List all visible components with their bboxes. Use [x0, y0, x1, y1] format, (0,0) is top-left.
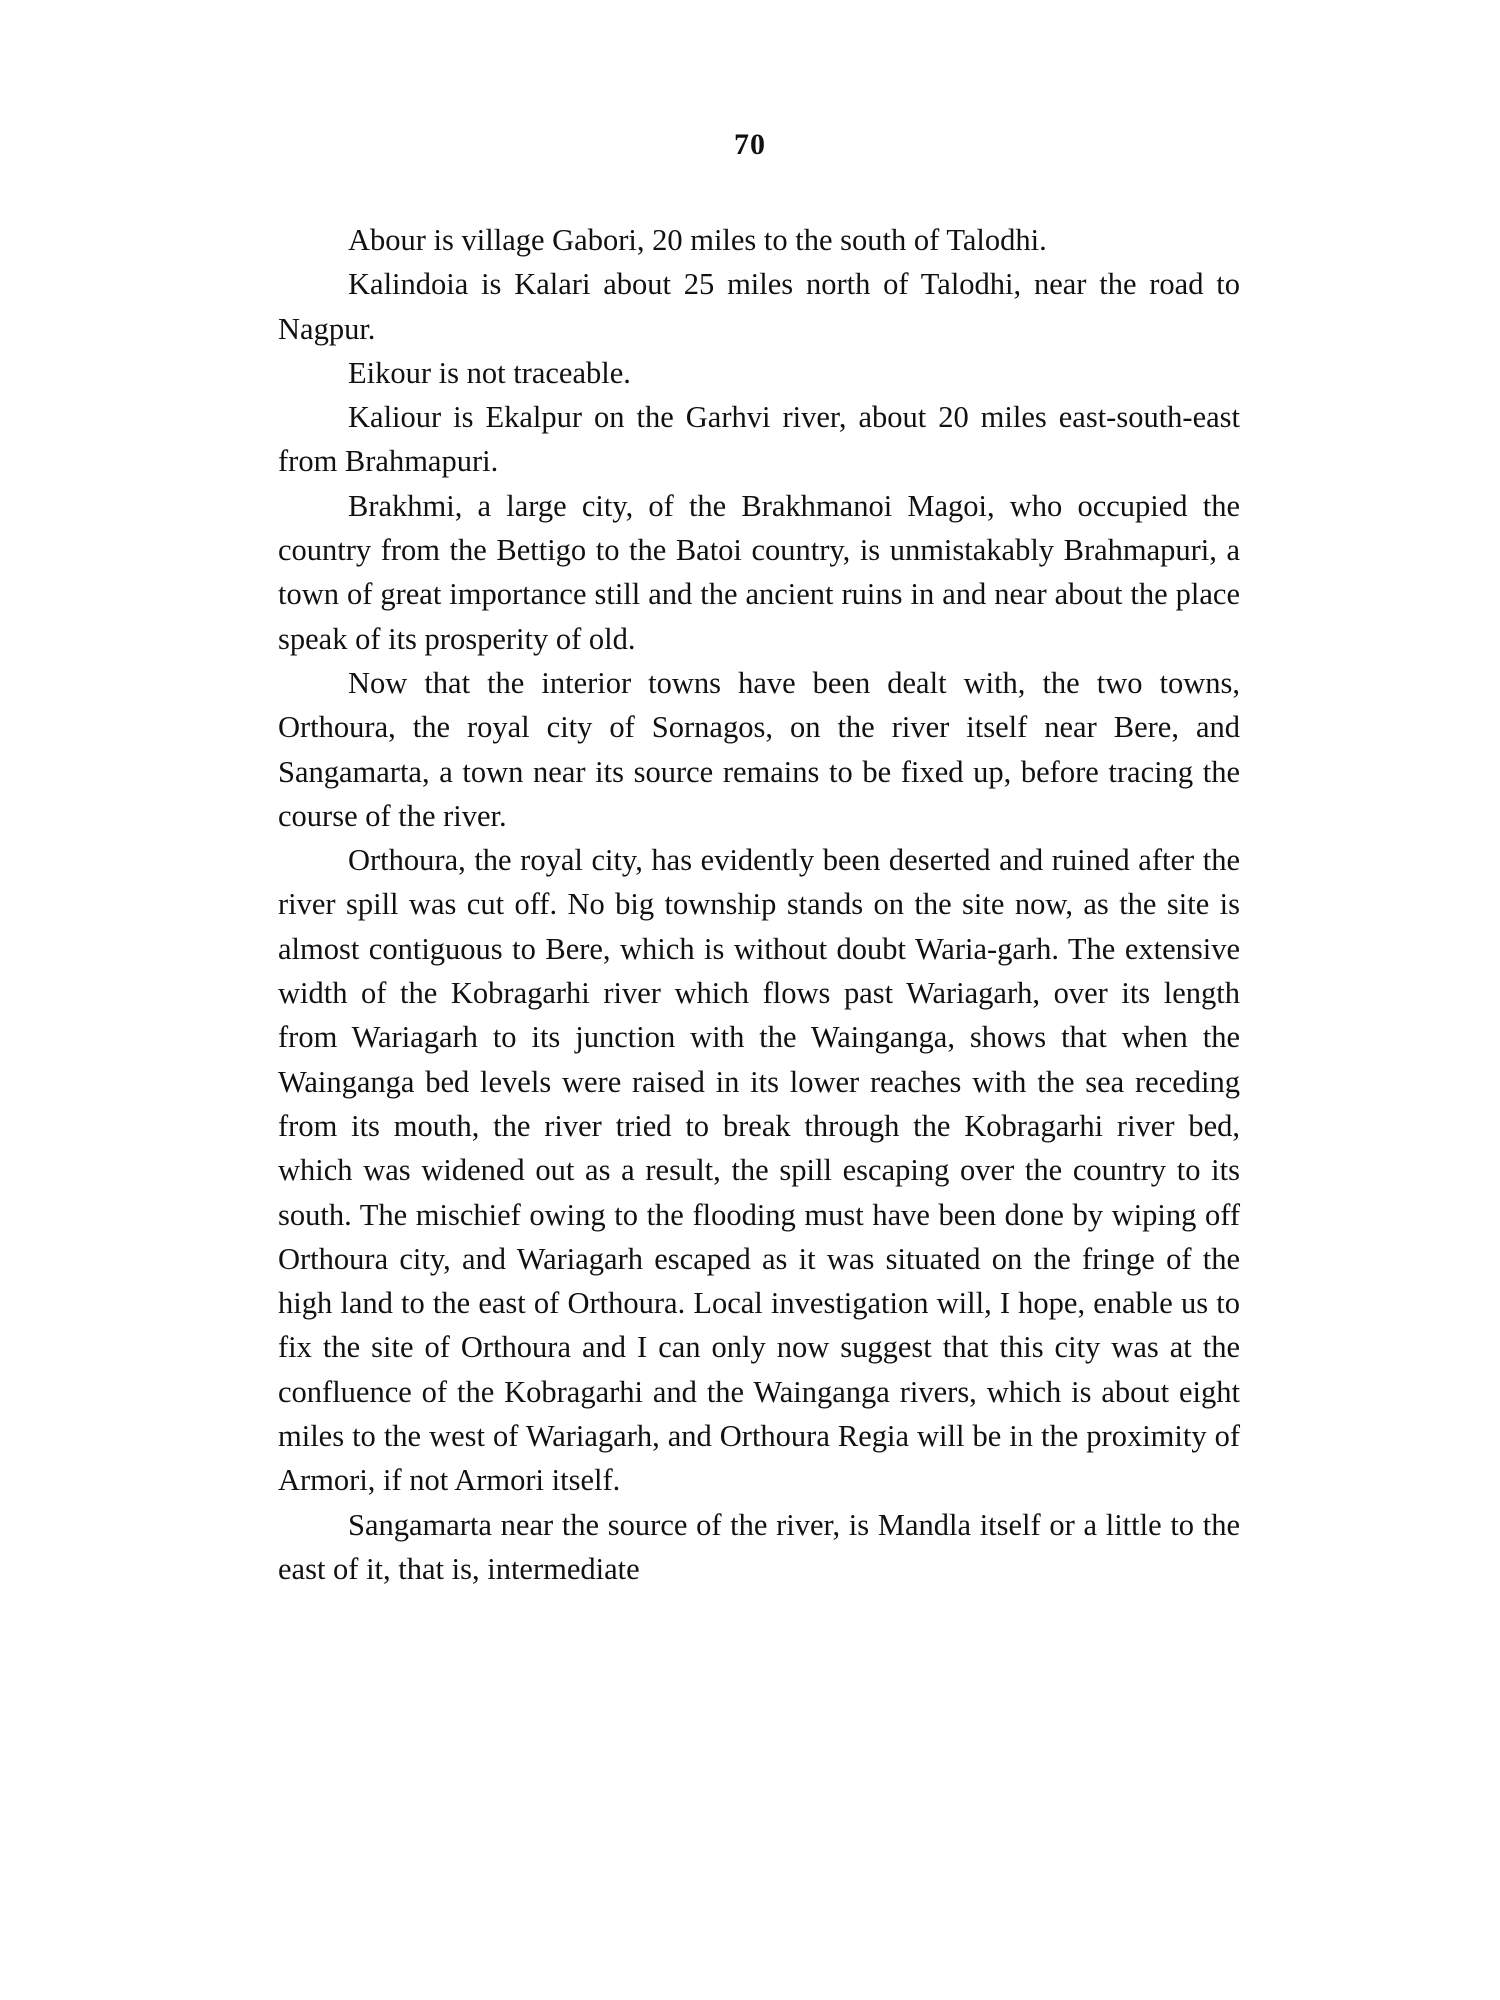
paragraph-eikour: Eikour is not traceable. [348, 355, 631, 390]
paragraph-abour: Abour is village Gabori, 20 miles to the south of Talodhi. [348, 223, 1047, 257]
paragraph-kaliour: Kaliour is Ekalpur on the Garhvi river, about 20 miles east-south-east from Brahmapuri. [278, 400, 1240, 479]
paragraph-interior-towns: Now that the interior towns have been dealt with, the two towns, Orthoura, the royal city of Sornagos, on the river itself near Bere, and Sangamarta, a town near its source remains to be fixed up, before tracing the course of the river. [278, 665, 1240, 833]
paragraph-sangamarta: Sangamarta near the source of the river, is Mandla itself or a little to the east of it, that is, intermediate [278, 1507, 1240, 1586]
body-text [278, 218, 1240, 1591]
page-number: 70 [734, 128, 766, 161]
paragraph-kalindoia: Kalindoia is Kalari about 25 miles north of Talodhi, near the road to Nagpur. [278, 267, 1240, 346]
paragraph-brakhmi: Brakhmi, a large city, of the Brakhmanoi Magoi, who occupied the country from the Bettigo to the Batoi country, is unmistakably Brahmapuri, a town of great importance still and the ancient ruins in and near about the place speak of its prosperity of old. [278, 488, 1240, 656]
paragraph-orthoura: Orthoura, the royal city, has evidently been deserted and ruined after the river spill was cut off. No big township stands on the site now, as the site is almost contiguous to Bere, which is without doubt Waria-garh. The extensive width of the Kobragarhi river which flows past Wariagarh, over its length from Wariagarh to its junction with the Wainganga, shows that when the Wainganga bed levels were raised in its lower reaches with the sea receding from its mouth, the river tried to break through the Kobragarhi river bed, which was widened out as a result, the spill escaping over the country to its south. The mischief owing to the flooding must have been done by wiping off Orthoura city, and Wariagarh escaped as it was situated on the fringe of the high land to the east of Orthoura. Local investigation will, I hope, enable us to fix the site of Orthoura and I can only now suggest that this city was at the confluence of the Kobragarhi and the Wainganga rivers, which is about eight miles to the west of Wariagarh, and Orthoura Regia will be in the proximity of Armori, if not Armori itself. [278, 843, 1240, 1498]
